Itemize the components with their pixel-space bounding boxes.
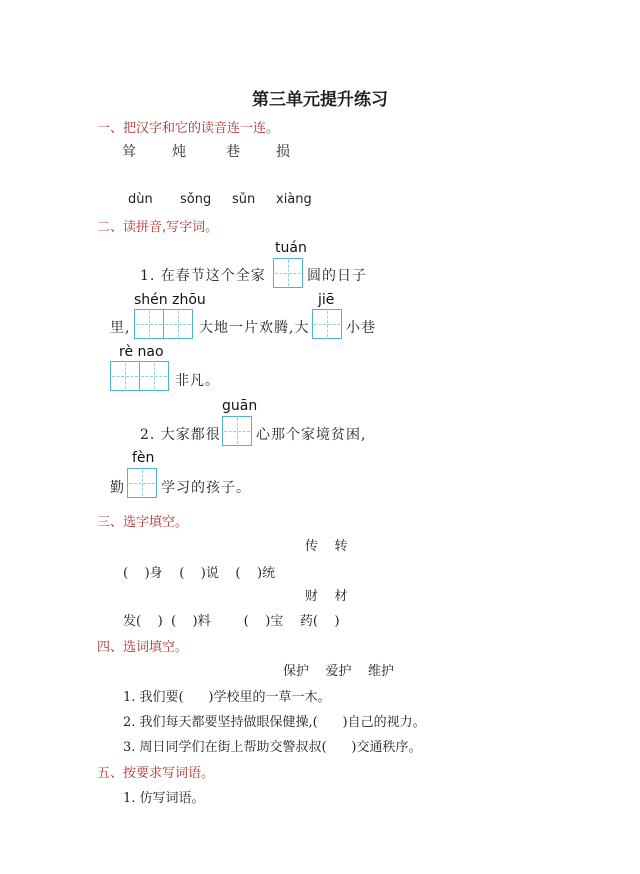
q1-text-d: 大地一片欢腾,大 bbox=[199, 320, 310, 336]
pinyin-jie: jiē bbox=[318, 292, 335, 308]
write-grid-tuan[interactable] bbox=[273, 258, 302, 288]
pinyin-guan: guān bbox=[222, 398, 258, 414]
char-1: 耸 bbox=[122, 144, 137, 160]
write-grid-shenzhou[interactable] bbox=[134, 309, 192, 339]
section-4-heading: 四、选词填空。 bbox=[97, 640, 189, 655]
grid-cell[interactable] bbox=[110, 361, 140, 391]
pinyin-3: sǔn bbox=[232, 192, 256, 207]
fill-line-2: 发( ) ( )料 ( )宝 药( ) bbox=[123, 614, 340, 629]
pinyin-4: xiàng bbox=[276, 192, 312, 207]
options-cai-cai: 财 材 bbox=[305, 589, 348, 604]
pinyin-tuan: tuán bbox=[275, 240, 307, 256]
word-options: 保护 爱护 维护 bbox=[283, 664, 395, 679]
options-chuan-zhuan: 传 转 bbox=[305, 539, 348, 554]
q2-text-a: 2. 大家都很 bbox=[140, 427, 221, 443]
fill-line-1: ( )身 ( )说 ( )统 bbox=[123, 566, 276, 581]
q2-text-c: 勤 bbox=[110, 480, 125, 496]
s4-question-3: 3. 周日同学们在街上帮助交警叔叔( )交通秩序。 bbox=[123, 740, 422, 755]
pinyin-1: dùn bbox=[128, 192, 153, 207]
grid-cell[interactable] bbox=[312, 309, 342, 339]
write-grid-fen[interactable] bbox=[127, 468, 156, 498]
s4-question-1: 1. 我们要( )学校里的一草一木。 bbox=[123, 690, 331, 705]
section-1-heading: 一、把汉字和它的读音连一连。 bbox=[97, 121, 280, 136]
q1-text-e: 小巷 bbox=[346, 320, 376, 336]
char-4: 损 bbox=[276, 144, 291, 160]
s4-question-2: 2. 我们每天都要坚持做眼保健操,( )自己的视力。 bbox=[123, 715, 426, 730]
page-title: 第三单元提升练习 bbox=[252, 90, 388, 110]
grid-cell[interactable] bbox=[134, 309, 164, 339]
grid-cell[interactable] bbox=[273, 258, 303, 288]
pinyin-shenzhou: shén zhōu bbox=[134, 292, 206, 308]
grid-cell[interactable] bbox=[222, 416, 252, 446]
grid-cell[interactable] bbox=[139, 361, 169, 391]
q1-text-c: 里, bbox=[110, 320, 131, 336]
q1-text-a: 1. 在春节这个全家 bbox=[140, 268, 266, 284]
grid-cell[interactable] bbox=[163, 309, 193, 339]
s5-question-1: 1. 仿写词语。 bbox=[123, 791, 205, 806]
pinyin-renao: rè nao bbox=[119, 344, 164, 360]
q1-text-b: 圆的日子 bbox=[307, 268, 367, 284]
pinyin-2: sǒng bbox=[180, 192, 212, 207]
write-grid-jie[interactable] bbox=[312, 309, 341, 339]
section-2-heading: 二、读拼音,写字词。 bbox=[97, 220, 219, 235]
char-2: 炖 bbox=[172, 144, 187, 160]
q2-text-b: 心那个家境贫困, bbox=[256, 427, 367, 443]
q2-text-d: 学习的孩子。 bbox=[161, 480, 251, 496]
char-3: 巷 bbox=[226, 144, 241, 160]
q1-text-f: 非凡。 bbox=[175, 373, 220, 389]
section-3-heading: 三、选字填空。 bbox=[97, 515, 189, 530]
pinyin-fen: fèn bbox=[132, 450, 155, 466]
write-grid-renao[interactable] bbox=[110, 361, 168, 391]
section-5-heading: 五、按要求写词语。 bbox=[97, 766, 215, 781]
write-grid-guan[interactable] bbox=[222, 416, 251, 446]
grid-cell[interactable] bbox=[127, 468, 157, 498]
